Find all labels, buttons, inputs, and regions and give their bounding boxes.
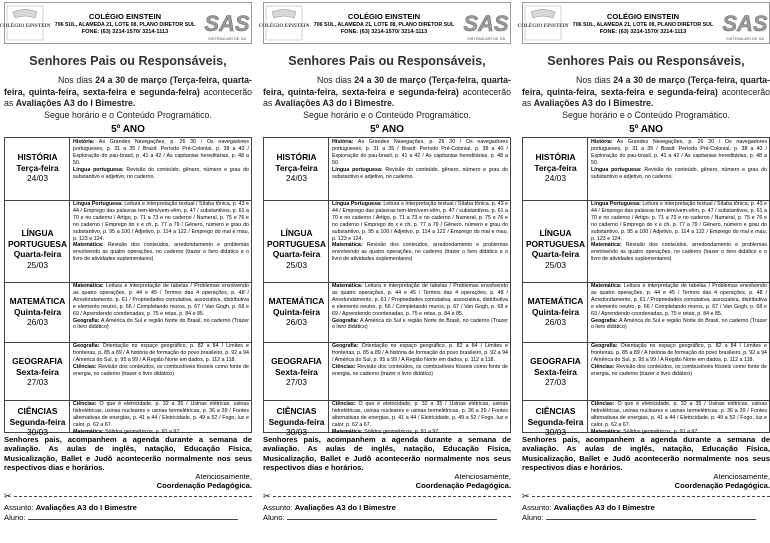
school-phone: FONE: (63) 3214-1570/ 3214-1113 xyxy=(599,29,687,35)
day-weekday: Quinta-feira xyxy=(14,306,61,317)
signoff-signer: Coordenação Pedagógica. xyxy=(674,481,770,491)
entry-label: Geografia: xyxy=(332,343,359,349)
day-date: 27/03 xyxy=(545,377,566,387)
row-divider xyxy=(5,200,251,201)
school-name: COLÉGIO EINSTEIN xyxy=(88,12,162,21)
schedule-table xyxy=(263,137,511,437)
day-date: 25/03 xyxy=(27,259,48,270)
day-column xyxy=(523,138,588,437)
content-cell xyxy=(332,283,508,342)
day-cell xyxy=(523,296,588,328)
announcement xyxy=(522,75,770,121)
return-slip-subject xyxy=(4,503,252,513)
entry-label: História: xyxy=(332,139,354,145)
day-date: 25/03 xyxy=(545,259,566,270)
entry-text: Sólidos geométricos, p. 91 a 97. xyxy=(105,428,181,435)
day-subject: MATEMÁTICA xyxy=(527,296,584,306)
day-weekday: Terça-feira xyxy=(16,162,59,173)
day-subject: GEOGRAFIA xyxy=(530,356,581,366)
announce-line2: Segue horário e o Conteúdo Programático. xyxy=(44,109,212,120)
school-address: 706 SUL, ALAMEDA 21, LOTE 08, PLANO DIRETOR SUL xyxy=(313,22,455,28)
day-cell xyxy=(523,152,588,184)
return-slip-student xyxy=(522,513,770,523)
slip-subject-label: Assunto: xyxy=(263,502,293,512)
scissors-icon: ✂ xyxy=(522,490,530,501)
logo-right-text: SAS xyxy=(204,11,250,36)
day-subject: CIÊNCIAS xyxy=(17,406,58,416)
school-phone: FONE: (63) 3214-1570/ 3214-1113 xyxy=(340,29,428,35)
day-weekday: Segunda-feira xyxy=(9,416,66,427)
day-subject: LÍNGUA PORTUGUESA xyxy=(266,228,327,249)
day-date: 24/03 xyxy=(286,173,307,183)
day-cell xyxy=(523,356,588,388)
content-cell xyxy=(73,343,249,400)
student-name-line[interactable] xyxy=(28,513,238,520)
day-subject: GEOGRAFIA xyxy=(271,356,322,366)
logo-right-text: SAS xyxy=(722,11,768,36)
day-date: 30/03 xyxy=(286,427,307,437)
day-date: 27/03 xyxy=(286,377,307,387)
announce-line2: Segue horário e o Conteúdo Programático. xyxy=(562,109,730,120)
letterhead xyxy=(0,2,252,44)
day-subject: HISTÓRIA xyxy=(17,152,58,162)
row-divider xyxy=(523,400,769,401)
entry-text: O que é eletricidade, p. 32 a 35 / Usinas elétricas, usinas hidrelétricas, usinas nucleares e usinas termelétricas, p. 36 a 39 / Fontes alternativas de energias, p. 41 a 44 / Eletricidade, p. 49 a 52 / Fogo, luz e calor, p. 62 a 67. xyxy=(591,401,767,428)
day-subject: HISTÓRIA xyxy=(276,152,317,162)
logo-left-text: COLÉGIO EINSTEIN xyxy=(258,23,310,29)
entry-label: Língua portuguesa: xyxy=(591,166,642,173)
row-divider xyxy=(264,282,510,283)
schedule-note: Senhores pais, acompanhem a agenda durante a semana de avaliação. As aulas de inglês, natação, Educação Física, Musicalização, Ballet e Judô acontecerão normalmente nos seus respectivos dias e horários. xyxy=(263,435,511,472)
einstein-logo xyxy=(258,6,310,40)
announce-exam: Avaliações A3 do I Bimestre. xyxy=(15,98,136,108)
logo-right-caption: SISTEMA ARI DE SÁ xyxy=(207,36,247,41)
day-cell xyxy=(264,296,329,328)
einstein-logo xyxy=(517,6,569,40)
row-divider xyxy=(5,282,251,283)
row-divider xyxy=(523,342,769,343)
schedule-note: Senhores pais, acompanhem a agenda durante a semana de avaliação. As aulas de inglês, natação, Educação Física, Musicalização, Ballet e Judô acontecerão normalmente nos seus respectivos dias e horários. xyxy=(522,435,770,472)
greeting: Senhores Pais ou Responsáveis, xyxy=(547,54,745,68)
entry-label: Ciências: xyxy=(73,363,97,370)
day-column xyxy=(5,138,70,437)
logo-right-caption: SISTEMA ARI DE SÁ xyxy=(466,36,506,41)
day-weekday: Quarta-feira xyxy=(13,249,62,259)
day-cell xyxy=(5,296,70,328)
signoff xyxy=(522,472,770,491)
entry-text: Sólidos geométricos, p. 91 a 97. xyxy=(364,428,440,435)
school-phone: FONE: (63) 3214-1570/ 3214-1113 xyxy=(81,29,169,35)
day-weekday: Quinta-feira xyxy=(273,306,320,317)
day-date: 27/03 xyxy=(27,377,48,387)
entry-text: Revisão do conteúdo, gênero, número e grau do substantivo e adjetivo, no caderno. xyxy=(332,166,508,180)
entry-label: Ciências: xyxy=(73,401,97,407)
entry-text: A América do Sul e região Norte do Brasil, no caderno (Trazer o livro didático) xyxy=(332,317,508,331)
letterhead xyxy=(517,2,770,44)
entry-label: Ciências: xyxy=(332,363,356,370)
entry-label: Matemática: xyxy=(332,242,363,249)
signoff-closing: Atenciosamente, xyxy=(713,472,770,482)
letterhead xyxy=(258,2,511,44)
content-cell xyxy=(73,139,249,200)
sas-logo xyxy=(464,5,508,43)
signoff xyxy=(4,472,252,491)
day-subject: HISTÓRIA xyxy=(535,152,576,162)
entry-text: O que é eletricidade, p. 32 a 35 / Usinas elétricas, usinas hidrelétricas, usinas nucleares e usinas termelétricas, p. 36 a 39 / Fontes alternativas de energias, p. 41 a 44 / Eletricidade, p. 49 a 52 / Fogo, luz e calor, p. 62 a 67. xyxy=(332,401,508,428)
logo-right-caption: SISTEMA ARI DE SÁ xyxy=(725,36,765,41)
day-subject: CIÊNCIAS xyxy=(535,406,576,416)
content-cell xyxy=(73,401,249,434)
entry-label: Língua portuguesa: xyxy=(332,166,383,173)
entry-text: Revisão dos conteúdos, os combustíveis fósseis como fonte de energia, no caderno (trazer o livro didático) xyxy=(591,363,767,377)
day-date: 24/03 xyxy=(545,173,566,183)
schedule-note: Senhores pais, acompanhem a agenda durante a semana de avaliação. As aulas de inglês, natação, Educação Física, Musicalização, Ballet e Judô acontecerão normalmente nos seus respectivos dias e horários. xyxy=(4,435,252,472)
entry-label: Geografia: xyxy=(73,343,100,349)
school-info xyxy=(306,12,462,36)
day-subject: CIÊNCIAS xyxy=(276,406,317,416)
student-name-line[interactable] xyxy=(546,513,756,520)
day-cell xyxy=(5,152,70,184)
entry-text: Leitura e interpretação de tabelas / Problemas envolvendo as quatro operações, p. 44 e 45 / Termos das 4 operações, p. 48 / Arredondamento, p. 61 / Propriedades comutativa, associativa, distributiva e elemento neutro, p. 66 / Completando muros, p. 67 / Van Gogh, p. 68 e 69 / Aprendendo coordenadas, p. 75 e retas, p. 84 e 85. xyxy=(73,283,249,317)
announce-line2: Segue horário e o Conteúdo Programático. xyxy=(303,109,471,120)
einstein-logo xyxy=(0,6,51,40)
return-slip-student xyxy=(4,513,252,523)
day-cell xyxy=(5,356,70,388)
day-weekday: Terça-feira xyxy=(534,162,577,173)
day-subject: MATEMÁTICA xyxy=(9,296,66,306)
slip-student-label: Aluno: xyxy=(522,512,544,522)
day-cell xyxy=(264,406,329,438)
entry-text: Revisão dos conteúdos, os combustíveis fósseis como fonte de energia, no caderno (trazer o livro didático) xyxy=(73,363,249,377)
slip-subject-label: Assunto: xyxy=(522,502,552,512)
announce-part1: Nos dias xyxy=(58,75,93,85)
entry-label: Matemática: xyxy=(591,283,622,289)
entry-text: Revisão dos conteúdos, arredondamento e problemas envolvendo as quatro operações, no caderno (trazer o livro didático e o livro de atividades suplementares) xyxy=(591,242,768,263)
day-weekday: Quarta-feira xyxy=(272,249,321,259)
content-column xyxy=(71,138,251,435)
notice-panel-2 xyxy=(258,2,511,540)
schedule-table xyxy=(4,137,252,437)
announce-part1: Nos dias xyxy=(576,75,611,85)
day-weekday: Sexta-feira xyxy=(534,366,577,377)
entry-text: Leitura e interpretação textual / Sílaba tônica, p. 43 e 44 / Emprego das palavras tem-tém/vem-vêm, p. 47 / substantivos, p. 61 a 70 e no caderno / Artigo, p. 71 a 73 e no caderno / Numeral, p. 75 e 76 e no caderno / Emprego do x e ch, p. 77 a 79 / Gênero, número e grau do substantivo, p. 95 a 100 / Adjetivo, p. 114 a 122 / Emprego do mal e mau, p. 123 e 124. xyxy=(332,201,508,242)
announcement xyxy=(263,75,511,121)
entry-label: Matemática: xyxy=(73,242,104,249)
day-weekday: Sexta-feira xyxy=(275,366,318,377)
logo-right-text: SAS xyxy=(463,11,509,36)
student-name-line[interactable] xyxy=(287,513,497,520)
day-cell xyxy=(5,406,70,438)
entry-label: Ciências: xyxy=(332,401,356,407)
entry-text: Revisão do conteúdo, gênero, número e grau do substantivo e adjetivo, no caderno. xyxy=(73,166,249,180)
content-cell xyxy=(73,201,249,282)
school-address: 706 SUL, ALAMEDA 21, LOTE 08, PLANO DIRETOR SUL xyxy=(572,22,714,28)
logo-left-text: COLÉGIO EINSTEIN xyxy=(517,23,569,29)
entry-label: Geografia: xyxy=(591,343,618,349)
slip-subject-label: Assunto: xyxy=(4,502,34,512)
day-date: 26/03 xyxy=(545,317,566,327)
announce-exam: Avaliações A3 do I Bimestre. xyxy=(274,98,395,108)
grade-title: 5º ANO xyxy=(629,124,663,135)
entry-label: Língua Portuguesa: xyxy=(332,201,382,207)
entry-text: Leitura e interpretação de tabelas / Problemas envolvendo as quatro operações, p. 44 e 45 / Termos das 4 operações, p. 48 / Arredondamento, p. 61 / Propriedades comutativa, associativa, distributiva e elemento neutro, p. 66 / Completando muros, p. 67 / Van Gogh, p. 68 e 69 / Aprendendo coordenadas, p. 75 e retas, p. 84 e 85. xyxy=(332,283,508,317)
announce-part2: acontecerão as xyxy=(4,86,252,108)
content-cell xyxy=(591,401,767,434)
entry-text: Leitura e interpretação de tabelas / Problemas envolvendo as quatro operações, p. 44 e 45 / Termos das 4 operações, p. 48 / Arredondamento, p. 61 / Propriedades comutativa, associativa, distributiva e elemento neutro, p. 66 / Completando muros, p. 67 / Van Gogh, p. 68 e 69 / Aprendendo coordenadas, p. 75 e retas, p. 84 e 85. xyxy=(591,283,767,317)
school-name: COLÉGIO EINSTEIN xyxy=(347,12,421,21)
announcement xyxy=(4,75,252,121)
entry-label: Língua Portuguesa: xyxy=(591,201,641,207)
content-cell xyxy=(332,401,508,434)
entry-label: Matemática: xyxy=(332,428,363,435)
day-weekday: Segunda-feira xyxy=(268,416,325,427)
notice-panel-1 xyxy=(0,2,252,540)
entry-label: Matemática: xyxy=(332,283,363,289)
signoff-signer: Coordenação Pedagógica. xyxy=(415,481,511,491)
day-subject: LÍNGUA PORTUGUESA xyxy=(525,228,586,249)
sas-logo xyxy=(205,5,249,43)
return-slip-student xyxy=(263,513,511,523)
entry-text: Orientação no espaço geográfico, p. 82 a 84 / Limites e fronteiras, p. 85 a 89 / A história de formação do povo brasileiro, p. 92 a 94 / América do Sul, p. 95 a 99 / A Região Norte em dados, p. 112 a 118. xyxy=(591,343,767,363)
content-cell xyxy=(591,139,767,200)
signoff-closing: Atenciosamente, xyxy=(454,472,511,482)
day-cell xyxy=(5,228,70,270)
announce-part2: acontecerão as xyxy=(522,86,770,108)
return-slip-subject xyxy=(522,503,770,513)
day-date: 26/03 xyxy=(27,317,48,327)
content-cell xyxy=(332,139,508,200)
day-cell xyxy=(523,406,588,438)
sas-logo xyxy=(723,5,767,43)
day-date: 24/03 xyxy=(27,173,48,183)
cut-line xyxy=(4,490,252,503)
day-subject: MATEMÁTICA xyxy=(268,296,325,306)
cut-line xyxy=(522,490,770,503)
content-cell xyxy=(591,343,767,400)
announce-exam: Avaliações A3 do I Bimestre. xyxy=(533,98,654,108)
slip-subject-value: Avaliações A3 do I Bimestre xyxy=(553,502,655,512)
content-cell xyxy=(332,201,508,282)
greeting: Senhores Pais ou Responsáveis, xyxy=(29,54,227,68)
entry-label: Matemática: xyxy=(591,428,622,435)
entry-text: Leitura e interpretação textual / Sílaba tônica, p. 43 e 44 / Emprego das palavras tem-tém/vem-vêm, p. 47 / substantivos, p. 61 a 70 e no caderno / Artigo, p. 71 a 73 e no caderno / Numeral, p. 75 e 76 e no caderno / Emprego do x e ch, p. 77 a 79 / Gênero, número e grau do substantivo, p. 95 a 100 / Adjetivo, p. 114 a 122 / Emprego do mal e mau, p. 123 e 124. xyxy=(591,201,767,242)
row-divider xyxy=(5,342,251,343)
entry-text: Orientação no espaço geográfico, p. 82 a 84 / Limites e fronteiras, p. 85 a 89 / A história de formação do povo brasileiro, p. 92 a 94 / América do Sul, p. 95 a 99 / A Região Norte em dados, p. 112 a 118. xyxy=(73,343,249,363)
day-cell xyxy=(264,152,329,184)
entry-text: Sólidos geométricos, p. 91 a 97. xyxy=(623,428,699,435)
row-divider xyxy=(264,342,510,343)
day-date: 30/03 xyxy=(545,427,566,437)
day-column xyxy=(264,138,329,437)
day-cell xyxy=(523,228,588,270)
content-cell xyxy=(591,201,767,282)
scissors-icon: ✂ xyxy=(4,490,12,501)
greeting: Senhores Pais ou Responsáveis, xyxy=(288,54,486,68)
content-column xyxy=(330,138,510,435)
entry-label: Geografia: xyxy=(591,317,618,324)
content-cell xyxy=(591,283,767,342)
announce-part1: Nos dias xyxy=(317,75,352,85)
entry-label: Geografia: xyxy=(332,317,359,324)
announce-dates: 24 a 30 de março (Terça-feira, quarta-feira, quinta-feira, sexta-feira e segunda-feira) xyxy=(522,75,770,97)
day-date: 25/03 xyxy=(286,259,307,270)
entry-text: Leitura e interpretação textual / Sílaba tônica, p. 43 e 44 / Emprego das palavras tem-tém/vem-vêm, p. 47 / substantivos, p. 61 a 70 e no caderno / Artigo, p. 71 a 73 e no caderno / Numeral, p. 75 e 76 e no caderno / Emprego do x e ch, p. 77 a 79 / Gênero, número e grau do substantivo, p. 95 a 100 / Adjetivo, p. 114 a 122 / Emprego do mal e mau, p. 123 e 124. xyxy=(73,201,249,242)
content-column xyxy=(589,138,769,435)
entry-text: Revisão dos conteúdos, os combustíveis fósseis como fonte de energia, no caderno (trazer o livro didático) xyxy=(332,363,508,377)
entry-text: As Grandes Navegações, p. 26 30 / Os navegadores portugueses, p. 31 a 35 / Brasil: Período Pré-Colonial, p. 38 a 40 / Exploração do pau-brasil, p. 41 a 42 / As capitanias hereditárias, p. 48 a 50. xyxy=(332,139,508,166)
row-divider xyxy=(5,400,251,401)
row-divider xyxy=(264,400,510,401)
entry-label: Língua portuguesa: xyxy=(73,166,124,173)
content-cell xyxy=(73,283,249,342)
row-divider xyxy=(523,200,769,201)
entry-label: Matemática: xyxy=(73,428,104,435)
day-subject: GEOGRAFIA xyxy=(12,356,63,366)
day-weekday: Segunda-feira xyxy=(527,416,584,427)
entry-label: História: xyxy=(73,139,95,145)
return-slip-subject xyxy=(263,503,511,513)
logo-left-text: COLÉGIO EINSTEIN xyxy=(0,23,51,29)
entry-text: Revisão dos conteúdos, arredondamento e problemas envolvendo as quatro operações, no caderno (trazer o livro didático e o livro de atividades suplementares) xyxy=(73,242,250,263)
notice-panel-3 xyxy=(517,2,770,540)
day-weekday: Terça-feira xyxy=(275,162,318,173)
signoff-closing: Atenciosamente, xyxy=(195,472,252,482)
entry-text: Orientação no espaço geográfico, p. 82 a 84 / Limites e fronteiras, p. 85 a 89 / A história de formação do povo brasileiro, p. 92 a 94 / América do Sul, p. 95 a 99 / A Região Norte em dados, p. 112 a 118. xyxy=(332,343,508,363)
signoff xyxy=(263,472,511,491)
cut-line xyxy=(263,490,511,503)
entry-label: Matemática: xyxy=(591,242,622,249)
entry-label: Matemática: xyxy=(73,283,104,289)
day-cell xyxy=(264,228,329,270)
entry-text: O que é eletricidade, p. 32 a 35 / Usinas elétricas, usinas hidrelétricas, usinas nucleares e usinas termelétricas, p. 36 a 39 / Fontes alternativas de energias, p. 41 a 44 / Eletricidade, p. 49 a 52 / Fogo, luz e calor, p. 62 a 67. xyxy=(73,401,249,428)
entry-text: As Grandes Navegações, p. 26 30 / Os navegadores portugueses, p. 31 a 35 / Brasil: Período Pré-Colonial, p. 38 a 40 / Exploração do pau-brasil, p. 41 a 42 / As capitanias hereditárias, p. 48 a 50. xyxy=(591,139,767,166)
day-weekday: Sexta-feira xyxy=(16,366,59,377)
entry-label: Ciências: xyxy=(591,401,615,407)
grade-title: 5º ANO xyxy=(111,124,145,135)
day-date: 26/03 xyxy=(286,317,307,327)
school-address: 706 SUL, ALAMEDA 21, LOTE 08, PLANO DIRETOR SUL xyxy=(54,22,196,28)
entry-text: Revisão do conteúdo, gênero, número e grau do substantivo e adjetivo, no caderno. xyxy=(591,166,767,180)
slip-subject-value: Avaliações A3 do I Bimestre xyxy=(294,502,396,512)
schedule-table xyxy=(522,137,770,437)
scissors-icon: ✂ xyxy=(263,490,271,501)
announce-dates: 24 a 30 de março (Terça-feira, quarta-feira, quinta-feira, sexta-feira e segunda-feira) xyxy=(263,75,511,97)
entry-label: Língua Portuguesa: xyxy=(73,201,123,207)
entry-text: Revisão dos conteúdos, arredondamento e problemas envolvendo as quatro operações, no caderno (trazer o livro didático e o livro de atividades suplementares) xyxy=(332,242,509,263)
entry-label: Ciências: xyxy=(591,363,615,370)
grade-title: 5º ANO xyxy=(370,124,404,135)
slip-student-label: Aluno: xyxy=(263,512,285,522)
school-info xyxy=(47,12,203,36)
day-weekday: Quinta-feira xyxy=(532,306,579,317)
school-name: COLÉGIO EINSTEIN xyxy=(606,12,680,21)
entry-label: Geografia: xyxy=(73,317,100,324)
announce-dates: 24 a 30 de março (Terça-feira, quarta-feira, quinta-feira, sexta-feira e segunda-feira) xyxy=(4,75,252,97)
entry-label: História: xyxy=(591,139,613,145)
row-divider xyxy=(264,200,510,201)
signoff-signer: Coordenação Pedagógica. xyxy=(156,481,252,491)
entry-text: A América do Sul e região Norte do Brasil, no caderno (Trazer o livro didático) xyxy=(591,317,767,331)
entry-text: A América do Sul e região Norte do Brasil, no caderno (Trazer o livro didático) xyxy=(73,317,249,331)
day-weekday: Quarta-feira xyxy=(531,249,580,259)
school-info xyxy=(565,12,721,36)
slip-subject-value: Avaliações A3 do I Bimestre xyxy=(35,502,137,512)
day-date: 30/03 xyxy=(27,427,48,437)
content-cell xyxy=(332,343,508,400)
day-cell xyxy=(264,356,329,388)
row-divider xyxy=(523,282,769,283)
announce-part2: acontecerão as xyxy=(263,86,511,108)
entry-text: As Grandes Navegações, p. 26 30 / Os navegadores portugueses, p. 31 a 35 / Brasil: Período Pré-Colonial, p. 38 a 40 / Exploração do pau-brasil, p. 41 a 42 / As capitanias hereditárias, p. 48 a 50. xyxy=(73,139,249,166)
slip-student-label: Aluno: xyxy=(4,512,26,522)
day-subject: LÍNGUA PORTUGUESA xyxy=(7,228,68,249)
